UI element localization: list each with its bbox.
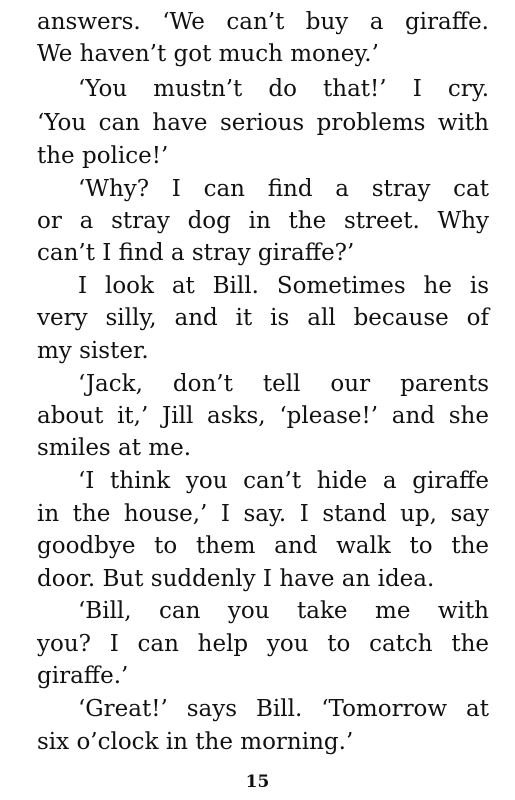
text-line: in the house,’ I say. I stand up, say: [37, 501, 489, 527]
text-line: I look at Bill. Sometimes he is: [78, 273, 489, 299]
text-line: door. But suddenly I have an idea.: [37, 566, 435, 592]
text-line: the police!’: [37, 143, 169, 169]
text-line: can’t I find a stray giraffe?’: [37, 240, 355, 266]
text-line: ‘I think you can’t hide a giraffe: [78, 468, 489, 494]
text-line: my sister.: [37, 338, 149, 364]
text-line: or a stray dog in the street. Why: [37, 208, 489, 234]
text-line: ‘Why? I can find a stray cat: [78, 176, 489, 202]
text-line: giraffe.’: [37, 663, 129, 689]
page-number: 15: [245, 772, 270, 792]
text-line: We haven’t got much money.’: [37, 41, 379, 67]
text-line: ‘You can have serious problems with: [37, 110, 489, 136]
text-line: ‘Bill, can you take me with: [78, 598, 489, 624]
text-line: ‘Jack, don’t tell our parents: [78, 371, 489, 397]
text-line: six o’clock in the morning.’: [37, 729, 354, 755]
text-line: very silly, and it is all because of: [37, 305, 489, 331]
text-line: answers. ‘We can’t buy a giraffe.: [37, 9, 489, 35]
text-line: ‘Great!’ says Bill. ‘Tomorrow at: [78, 696, 489, 722]
text-line: about it,’ Jill asks, ‘please!’ and she: [37, 403, 489, 429]
text-line: ‘You mustn’t do that!’ I cry.: [78, 76, 489, 102]
text-line: you? I can help you to catch the: [37, 631, 489, 657]
text-line: goodbye to them and walk to the: [37, 533, 489, 559]
text-line: smiles at me.: [37, 435, 192, 461]
